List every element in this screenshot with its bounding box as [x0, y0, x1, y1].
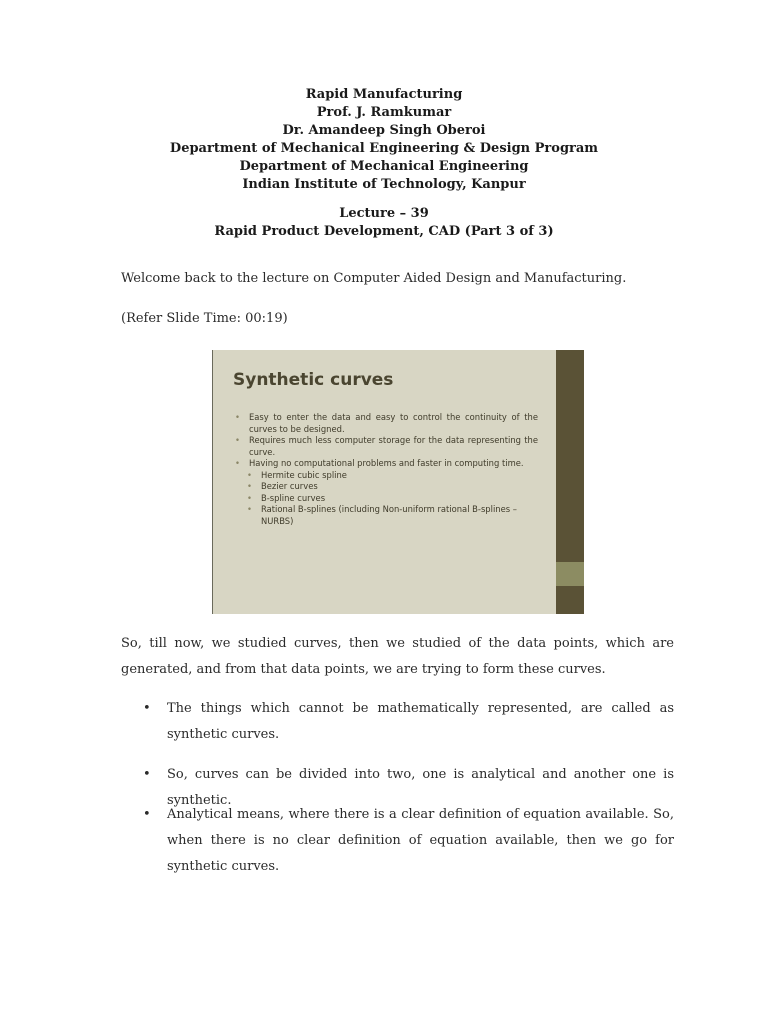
bullet-dot-icon: •	[247, 504, 252, 514]
bullet-dot-icon: •	[247, 469, 252, 480]
course-title: Rapid Manufacturing	[305, 87, 463, 102]
bullet-dot-icon: •	[143, 767, 151, 782]
slide-sub-bullet: • B-spline curves	[247, 492, 326, 503]
institute-name: Indian Institute of Technology, Kanpur	[242, 177, 526, 192]
lecture-title: Rapid Product Development, CAD (Part 3 of 3)	[214, 224, 554, 239]
department-name: Department of Mechanical Engineering & Design Program	[169, 141, 599, 156]
bullet-dot-icon: •	[235, 412, 240, 422]
slide-title: Synthetic curves	[233, 370, 394, 390]
intro-paragraph: Welcome back to the lecture on Computer Aided Design and Manufacturing.	[121, 271, 627, 286]
lecture-number: Lecture – 39	[339, 206, 429, 221]
bullet-dot-icon: •	[247, 481, 252, 491]
slide-bullet: • Having no computational problems and faster in computing time.	[235, 458, 524, 468]
slide-sub-bullet: • Hermite cubic spline	[247, 469, 347, 480]
lecture-heading	[0, 205, 768, 241]
slide-bullet: • Requires much less computer storage for the data representing the curve.	[235, 435, 538, 457]
slide-sidebar-accent	[556, 562, 584, 586]
slide-bullet: • Easy to enter the data and easy to control the continuity of the curves to be designed.	[235, 412, 538, 434]
slide-sub-bullet: • Bezier curves	[247, 481, 318, 491]
slide-time-reference: (Refer Slide Time: 00:19)	[121, 311, 288, 326]
body-paragraph: So, till now, we studied curves, then we studied of the data points, which are generated, and from that data points, we are trying to form these curves.	[121, 636, 674, 677]
slide-sub-bullet: • Rational B-splines (including Non-uniform rational B-splines – NURBS)	[247, 504, 517, 526]
slide-sidebar-bar	[556, 350, 584, 614]
instructor-name: Prof. J. Ramkumar	[316, 105, 452, 120]
document-page: Rapid Manufacturing Prof. J. Ramkumar Dr. Amandeep Singh Oberoi Department of Mechanical Engineering & Design Program Department of Mechanical Engineering Indian Institute of Technology, Kanpur Lecture – 39 Rapid Product Development, CAD (Part 3 of 3) Welcome back to the lecture on Computer Aided Design and Manufacturing. (Refer Slide Time: 00:19) Synthetic curves • Easy to enter the data and easy to control the continuity of the curves to be designed. • Requires much less computer storage for the data representing the curve. • Having no computational problems and faster in computing time. • Hermite cubic spline • Bezier curves • B-spline curves • Rational B-splines (including Non-uniform rational B-splines – NURBS) So, till now, we studied curves, then we studied of the data points, which are generated, and from that data points, we are trying to form these curves. • The things which cannot be mathematically represented, are called as synthetic curves. • So, curves can be divided into two, one is analytical and another one is synthetic. • Analytical means, where there is a clear definition of equation available. So, when there is no clear definition of equation available, then we go for synthetic curves.	[0, 0, 768, 1024]
bullet-dot-icon: •	[143, 807, 151, 822]
bullet-dot-icon: •	[247, 492, 252, 503]
department-name: Department of Mechanical Engineering	[239, 159, 529, 174]
bullet-dot-icon: •	[143, 701, 151, 716]
bullet-dot-icon: •	[235, 458, 240, 468]
document-header	[0, 86, 768, 194]
slide-body	[233, 412, 538, 527]
bullet-dot-icon: •	[235, 435, 240, 445]
lecture-slide-image	[212, 350, 584, 614]
instructor-name: Dr. Amandeep Singh Oberoi	[282, 123, 486, 138]
